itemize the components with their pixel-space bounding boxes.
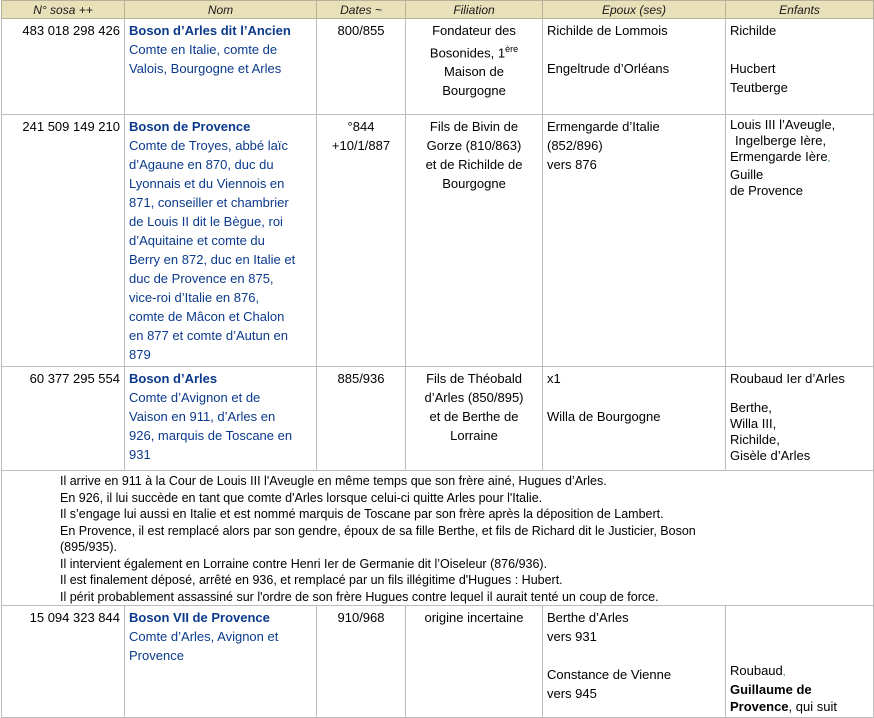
person-name: Boson de Provence (129, 119, 251, 134)
person-title-line: Valois, Bourgogne et Arles (129, 61, 282, 76)
epoux-cell (543, 115, 726, 367)
person-title-line: 926, marquis de Toscane en (129, 428, 293, 443)
filiation-line: Bourgogne (442, 83, 506, 99)
sosa-cell: 15 094 323 844 (2, 606, 125, 718)
enfants-cell (726, 19, 874, 115)
person-name: Boson VII de Provence (129, 610, 270, 625)
spouse-line: vers 945 (547, 686, 597, 701)
child-line: Gisèle d’Arles (730, 448, 811, 463)
header-sosa: N° sosa ++ (2, 1, 125, 19)
note-line: Il intervient également en Lorraine contre Henri Ier de Germanie dit l’Oiseleur (876/936). (60, 556, 548, 571)
child-line: Richilde (730, 23, 777, 38)
person-title-line: Provence (129, 648, 184, 663)
spouse-line: vers 876 (547, 157, 597, 172)
child-line: Ermengarde Ière, (730, 149, 831, 164)
filiation-line: et de Richilde de (425, 157, 523, 172)
filiation-line: et de Berthe de (429, 409, 519, 424)
green-dot-mark: , (827, 153, 831, 164)
person-title-line: vice-roi d’Italie en 876, (129, 290, 260, 305)
nom-cell (125, 606, 317, 718)
epoux-cell (543, 367, 726, 471)
note-row (2, 471, 874, 606)
child-line: Roubaud Ier d’Arles (730, 371, 845, 386)
child-line: Guillaume de Provence, qui suit (730, 682, 837, 714)
spouse-line: Willa de Bourgogne (547, 409, 661, 424)
header-filiation: Filiation (406, 1, 543, 19)
filiation-line: d’Arles (850/895) (424, 390, 524, 405)
filiation-superscript: ère (505, 44, 519, 54)
filiation-line: Lorraine (450, 428, 498, 443)
table-row (2, 606, 874, 718)
filiation-line: Gorze (810/863) (426, 138, 522, 153)
dates-line: 910/968 (337, 610, 385, 625)
dates-line: +10/1/887 (331, 138, 391, 153)
note-line: Il est finalement déposé, arrêté en 936, et remplacé par un fils illégitime d'Hugues : Hubert. (60, 573, 563, 587)
filiation-cell (406, 606, 543, 718)
dates-cell (317, 367, 406, 471)
enfants-cell (726, 115, 874, 367)
header-epoux: Epoux (ses) (543, 1, 726, 19)
epoux-cell (543, 19, 726, 115)
person-title-line: Vaison en 911, d’Arles en (129, 409, 276, 424)
filiation-line: Fils de Théobald (426, 371, 522, 386)
person-title-line: Comte d’Arles, Avignon et (129, 629, 279, 644)
spouse-line: Ermengarde d’Italie (547, 119, 660, 134)
genealogy-table (1, 0, 874, 718)
person-title-line: 879 (129, 347, 151, 362)
sosa-cell: 60 377 295 554 (2, 367, 125, 471)
spouse-line: Engeltrude d’Orléans (547, 61, 670, 76)
spouse-line: Richilde de Lommois (547, 23, 668, 38)
nom-cell (125, 367, 317, 471)
person-title-line: duc de Provence en 875, (129, 271, 274, 286)
dates-line: 800/855 (337, 23, 385, 38)
filiation-line: origine incertaine (424, 610, 524, 625)
child-link-bold: Guillaume de Provence (730, 682, 812, 714)
filiation-cell (406, 115, 543, 367)
filiation-cell (406, 19, 543, 115)
person-title-line: d’Agaune en 870, duc du (129, 157, 274, 172)
person-name: Boson d’Arles (129, 371, 218, 386)
nom-cell (125, 19, 317, 115)
child-line: Guille (730, 167, 764, 182)
sosa-cell: 483 018 298 426 (2, 19, 125, 115)
nom-cell (125, 115, 317, 367)
spouse-line: (852/896) (547, 138, 603, 153)
dates-cell (317, 606, 406, 718)
child-line: Teutberge (730, 80, 788, 95)
person-title-line: 871, conseiller et chambrier (129, 195, 289, 210)
child-line: Ingelberge Ière, (735, 133, 827, 148)
header-enfants: Enfants (726, 1, 874, 19)
spouse-line: Constance de Vienne (547, 667, 672, 682)
enfants-cell (726, 367, 874, 471)
note-line: Il périt probablement assassiné sur l'ordre de son frère Hugues contre lequel il aurait tenté un coup de force. (60, 589, 659, 604)
filiation-line (410, 40, 538, 62)
dates-line: 885/936 (337, 371, 385, 386)
table-row (2, 115, 874, 367)
epoux-cell (543, 606, 726, 718)
person-title-line: Comte en Italie, comte de (129, 42, 278, 57)
note-line: (895/935). (60, 540, 117, 554)
green-dot-mark: , (782, 667, 786, 678)
dates-cell (317, 19, 406, 115)
child-line: Hucbert (730, 61, 776, 76)
person-title-line: Lyonnais et du Viennois en (129, 176, 285, 191)
header-nom: Nom (125, 1, 317, 19)
dates-line: °844 (347, 119, 375, 134)
person-title-line: Comte de Troyes, abbé laïc (129, 138, 288, 153)
person-name: Boson d’Arles dit l’Ancien (129, 23, 291, 38)
biography-note (2, 471, 874, 606)
header-dates: Dates ~ (317, 1, 406, 19)
spouse-line: vers 931 (547, 629, 597, 644)
child-line: de Provence (730, 183, 803, 198)
person-title-line: comte de Mâcon et Chalon (129, 309, 285, 324)
filiation-line: Maison de (444, 64, 504, 80)
filiation-cell (406, 367, 543, 471)
filiation-line: Bourgogne (442, 176, 506, 191)
filiation-line: Fondateur des (432, 23, 516, 38)
enfants-cell (726, 606, 874, 718)
spouse-line: x1 (547, 371, 561, 386)
person-title-line: d’Aquitaine et comte du (129, 233, 265, 248)
child-line: Berthe, (730, 400, 772, 415)
filiation-line: Fils de Bivin de (429, 119, 519, 134)
child-line: Richilde, (730, 432, 780, 447)
table-row (2, 367, 874, 471)
sosa-cell: 241 509 149 210 (2, 115, 125, 367)
note-line: Il arrive en 911 à la Cour de Louis III l'Aveugle en même temps que son frère ainé, Hugues d’Arles. (60, 474, 607, 488)
person-title-line: en 877 et comte d’Autun en (129, 328, 289, 343)
person-title-line: Comte d’Avignon et de (129, 390, 261, 405)
note-line: En 926, il lui succède en tant que comte d'Arles lorsque celui-ci quitte Arles pour l'Italie. (60, 490, 543, 505)
dates-cell (317, 115, 406, 367)
note-line: En Provence, il est remplacé alors par son gendre, époux de sa fille Berthe, et fils de Richard dit le Justicier, Boson (60, 523, 696, 538)
note-line: Il s’engage lui aussi en Italie et est nommé marquis de Toscane par son frère après la déposition de Lambert. (60, 507, 664, 521)
child-line: Louis III l’Aveugle, (730, 117, 836, 132)
filiation-text: Bosonides, 1 (429, 45, 506, 61)
person-title-line: de Louis II dit le Bègue, roi (129, 214, 283, 229)
child-line: Willa III, (730, 416, 777, 431)
person-title-line: Berry en 872, duc en Italie et (129, 252, 296, 267)
person-title-line: 931 (129, 447, 151, 462)
table-row (2, 19, 874, 115)
header-row (2, 1, 874, 19)
child-line: Roubaud, (730, 663, 786, 678)
spouse-line: Berthe d’Arles (547, 610, 629, 625)
